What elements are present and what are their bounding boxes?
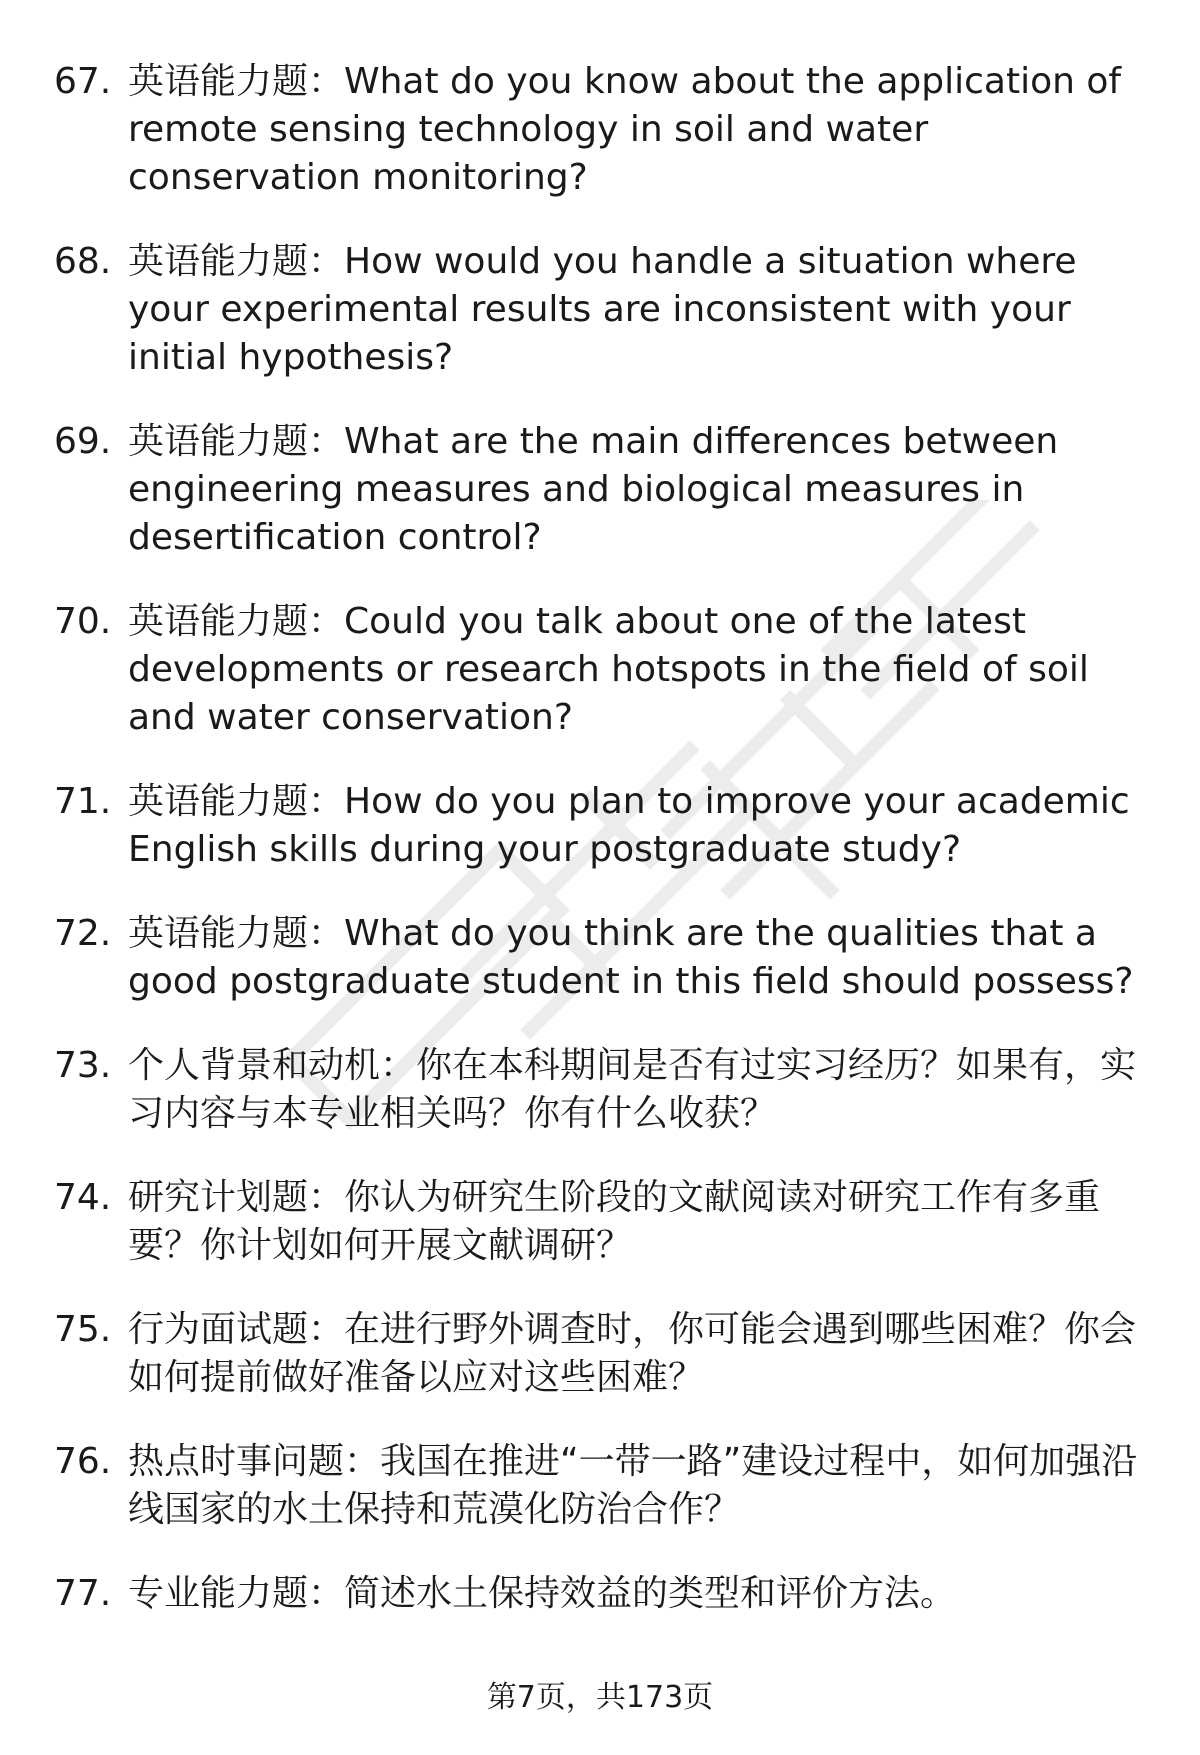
question-item (54, 238, 1144, 382)
page-number-label: 第7页，共173页 (486, 1680, 714, 1715)
question-text: 行为面试题：在进行野外调查时，你可能会遇到哪些困难？你会如何提前做好准备以应对这些困难？ (128, 1309, 1137, 1398)
question-number: 67. (54, 61, 112, 102)
question-text: 英语能力题：How do you plan to improve your academic English skills during your postgraduate study? (128, 781, 1130, 870)
question-text: 英语能力题：What do you think are the qualities that a good postgraduate student in this field should possess? (128, 913, 1134, 1002)
question-number: 70. (54, 601, 112, 642)
question-text: 热点时事问题：我国在推进“一带一路”建设过程中，如何加强沿线国家的水土保持和荒漠化防治合作？ (128, 1441, 1138, 1530)
question-text: 英语能力题：Could you talk about one of the latest developments or research hotspots in the field of soil and water conservation? (128, 601, 1089, 738)
question-item (54, 1042, 1144, 1138)
question-number: 72. (54, 913, 112, 954)
question-item (54, 1438, 1144, 1534)
question-item (54, 910, 1144, 1006)
question-number: 68. (54, 241, 112, 282)
question-number: 74. (54, 1177, 112, 1218)
question-text: 研究计划题：你认为研究生阶段的文献阅读对研究工作有多重要？你计划如何开展文献调研？ (128, 1177, 1101, 1266)
question-text: 个人背景和动机：你在本科期间是否有过实习经历？如果有，实习内容与本专业相关吗？你有什么收获？ (128, 1045, 1137, 1134)
question-item (54, 598, 1144, 742)
page-footer (0, 1678, 1200, 1718)
question-text: 专业能力题：简述水土保持效益的类型和评价方法。 (128, 1573, 957, 1614)
question-number: 69. (54, 421, 112, 462)
question-item (54, 1306, 1144, 1402)
question-item (54, 1174, 1144, 1270)
question-list (54, 58, 1144, 1654)
question-item (54, 1570, 1144, 1618)
question-number: 76. (54, 1441, 112, 1482)
question-text: 英语能力题：What are the main differences between engineering measures and biological measures in desertification control? (128, 421, 1059, 558)
question-number: 73. (54, 1045, 112, 1086)
question-number: 75. (54, 1309, 112, 1350)
question-number: 71. (54, 781, 112, 822)
question-item (54, 58, 1144, 202)
question-number: 77. (54, 1573, 112, 1614)
question-text: 英语能力题：What do you know about the application of remote sensing technology in soil and water conservation monitoring? (128, 61, 1122, 198)
question-item (54, 418, 1144, 562)
question-text: 英语能力题：How would you handle a situation where your experimental results are inconsistent with your initial hypothesis? (128, 241, 1077, 378)
question-item (54, 778, 1144, 874)
